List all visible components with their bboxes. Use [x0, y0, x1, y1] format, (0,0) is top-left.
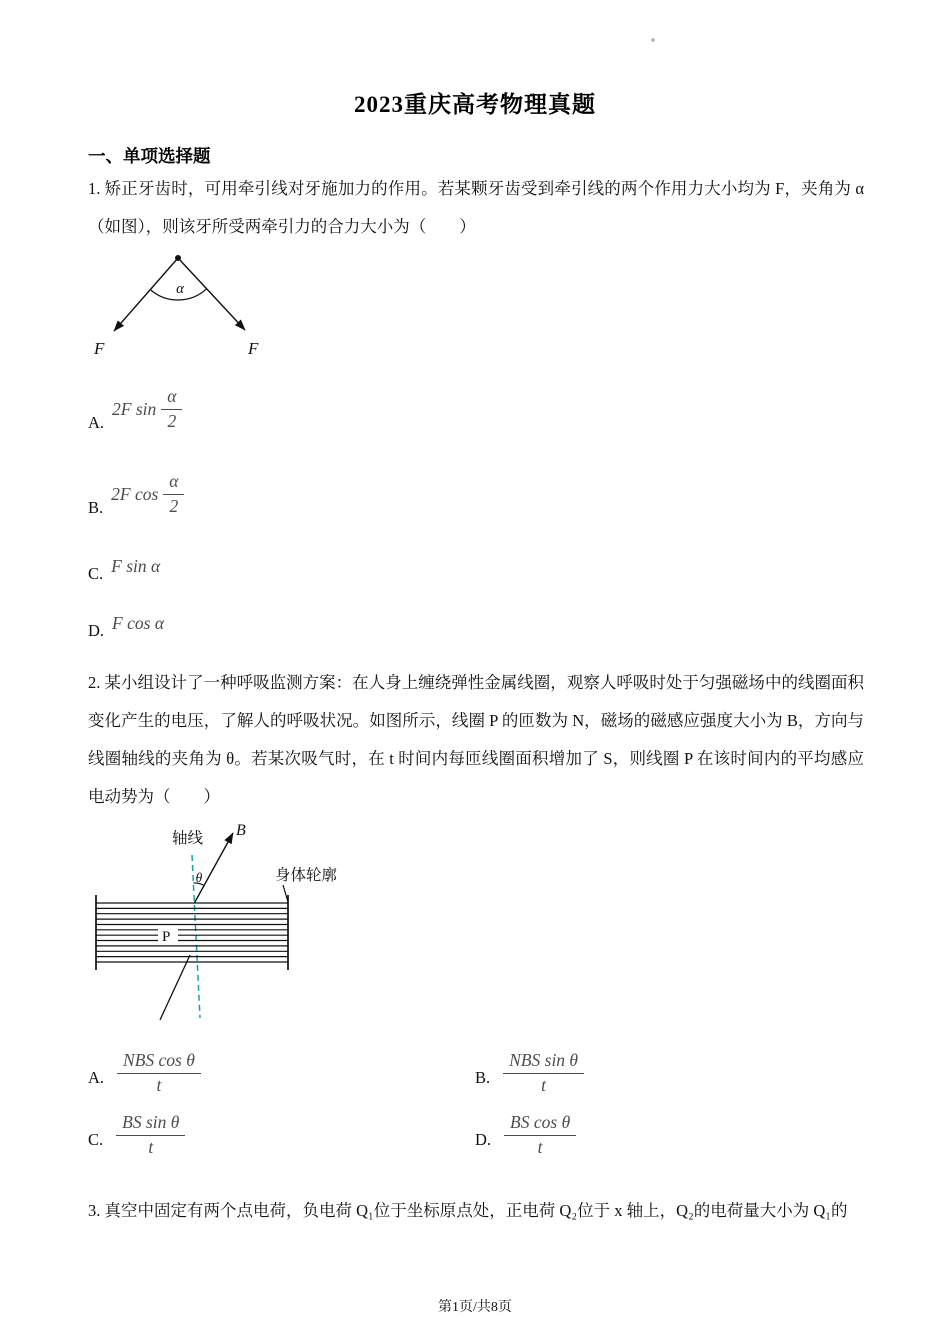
fraction-numerator: BS sin θ [116, 1112, 185, 1136]
formula-text: F cos α [112, 613, 164, 633]
document-title: 2023重庆高考物理真题 [354, 92, 596, 117]
fraction-numerator: NBS sin θ [503, 1050, 584, 1074]
fraction-numerator: α [163, 471, 184, 495]
option-label: B. [88, 497, 104, 517]
option-formula [499, 1112, 576, 1159]
option-formula [112, 1050, 201, 1097]
field-line-through-coil [160, 955, 190, 1020]
question-1-option-d [88, 613, 164, 641]
stray-dot [651, 38, 655, 42]
fraction-denominator: t [541, 1074, 547, 1095]
coil-label: P [162, 929, 171, 945]
option-formula [112, 613, 164, 634]
fraction [161, 386, 182, 433]
fraction [116, 1112, 185, 1159]
section-heading: 一、单项选择题 [88, 146, 211, 166]
question-2-option-a [88, 1050, 201, 1097]
body-outline-label: 身体轮廓 [275, 867, 338, 884]
option-label: A. [88, 412, 105, 432]
force-arrow-right [178, 258, 245, 330]
option-label: D. [475, 1130, 492, 1150]
page-footer: 第1页/共8页 [438, 1300, 512, 1315]
formula-prefix: 2F cos [111, 483, 159, 504]
fraction-denominator: t [156, 1074, 162, 1095]
option-label: C. [88, 1130, 104, 1150]
question-2-option-b [475, 1050, 584, 1097]
option-label: A. [88, 1068, 105, 1088]
question-1-option-c [88, 556, 160, 584]
option-formula [498, 1050, 584, 1097]
angle-label: α [176, 281, 184, 297]
option-label: D. [88, 621, 105, 640]
fraction [503, 1050, 584, 1097]
question-2-figure [88, 816, 388, 1031]
axis-label: 轴线 [172, 830, 204, 847]
option-formula [111, 1112, 185, 1159]
fraction [504, 1112, 576, 1159]
question-1-option-b [88, 471, 184, 518]
fraction-numerator: BS cos θ [504, 1112, 576, 1136]
question-2-option-d [475, 1112, 576, 1159]
question-1-option-a [88, 386, 182, 433]
fraction [117, 1050, 201, 1097]
question-1-figure [88, 248, 278, 363]
coil-turns [96, 903, 288, 962]
fraction-denominator: t [148, 1136, 154, 1157]
fraction-denominator: 2 [167, 410, 177, 431]
fraction [163, 471, 184, 518]
body-outline-leader-line [283, 885, 288, 902]
formula-text: F sin α [111, 556, 161, 576]
question-2-option-c [88, 1112, 185, 1159]
option-formula [111, 471, 184, 518]
theta-label: θ [195, 870, 203, 885]
force-label-left: F [94, 339, 105, 358]
fraction-denominator: t [537, 1136, 543, 1157]
formula-prefix: 2F sin [112, 398, 157, 419]
question-3-text: 3. 真空中固定有两个点电荷，负电荷 Q₁位于坐标原点处，正电荷 Q₂位于 x 轴上，Q₂的电荷量大小为 Q₁的 [88, 1201, 848, 1220]
fraction-denominator: 2 [169, 495, 179, 516]
option-formula [112, 386, 182, 433]
fraction-numerator: NBS cos θ [117, 1050, 201, 1074]
fraction-numerator: α [161, 386, 182, 410]
question-1-text: 1. 矫正牙齿时，可用牵引线对牙施加力的作用。若某颗牙齿受到牵引线的两个作用力大小均为 F，夹角为 α（如图），则该牙所受两牵引力的合力大小为（ ） [88, 179, 864, 236]
b-label: B [236, 822, 246, 839]
question-2-text: 2. 某小组设计了一种呼吸监测方案：在人身上缠绕弹性金属线圈，观察人呼吸时处于匀强磁场中的线圈面积变化产生的电压，了解人的呼吸状况。如图所示，线圈 P 的匝数为 N，磁场的磁感应强度大小为 B，方向与线圈轴线的夹角为 θ。若某次吸气时，在 t 时间内每匝线圈面积增加了 S，则线圈 P 在该时间内的平均感应电动势为（ ） [88, 673, 864, 806]
force-label-right: F [248, 339, 259, 358]
option-formula [111, 556, 160, 577]
option-label: B. [475, 1068, 491, 1088]
force-arrow-left [114, 258, 178, 331]
option-label: C. [88, 564, 104, 583]
